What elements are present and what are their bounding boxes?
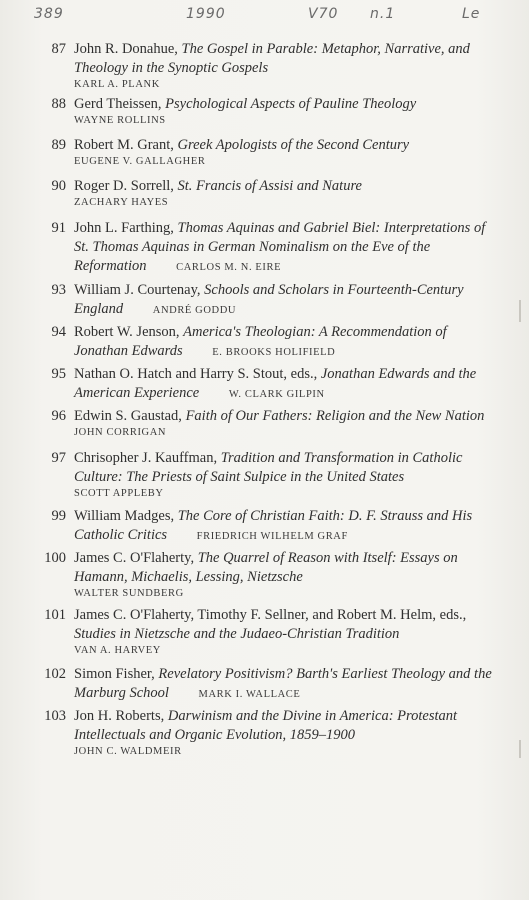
list-item: [0, 95, 529, 136]
entry-author: Simon Fisher,: [74, 666, 155, 682]
handwritten-code: 389: [34, 6, 64, 22]
entry-reviewer: CARLOS M. N. EIRE: [176, 262, 282, 273]
entry-number: 96: [51, 408, 66, 424]
entry-author: Roger D. Sorrell,: [74, 178, 174, 194]
entry-title: America's Theologian: A Recommendation of Jonathan Edwards: [74, 324, 447, 359]
list-item: [0, 606, 529, 665]
entry-reviewer: EUGENE V. GALLAGHER: [74, 156, 206, 167]
entry-citation: [74, 177, 502, 196]
entry-reviewer: W. CLARK GILPIN: [228, 389, 325, 400]
entry-number: 94: [51, 324, 66, 340]
list-item: [0, 449, 529, 507]
entry-reviewer: ZACHARY HAYES: [74, 197, 169, 208]
entry-citation: [74, 449, 502, 487]
entry-citation: [74, 707, 502, 745]
list-item: [0, 219, 529, 281]
list-item: [0, 407, 529, 449]
entry-number: 88: [51, 96, 66, 112]
handwritten-annotation: [0, 6, 529, 30]
entry-citation: [74, 606, 502, 644]
list-item: [0, 365, 529, 407]
entry-number: 103: [44, 708, 66, 724]
entry-title: Studies in Nietzsche and the Judaeo-Christian Tradition: [74, 626, 400, 642]
list-item: [0, 323, 529, 365]
entry-title: Jonathan Edwards and the American Experience: [74, 366, 477, 401]
entry-author: John R. Donahue,: [74, 41, 178, 57]
entry-number: 93: [51, 282, 66, 298]
entry-reviewer: JOHN C. WALDMEIR: [74, 746, 182, 757]
entry-author: James C. O'Flaherty,: [74, 550, 195, 566]
entry-title: Schools and Scholars in Fourteenth-Century England: [74, 282, 464, 317]
entry-reviewer: MARK I. WALLACE: [198, 689, 301, 700]
entry-number: 90: [51, 178, 66, 194]
entry-citation: [74, 407, 502, 426]
entry-citation: [74, 365, 502, 404]
entry-author: Nathan O. Hatch and Harry S. Stout, eds.,: [74, 366, 318, 382]
entry-reviewer: WAYNE ROLLINS: [74, 115, 166, 126]
entry-citation: [74, 665, 502, 704]
list-item: [0, 549, 529, 606]
list-item: [0, 507, 529, 549]
entry-title: The Gospel in Parable: Metaphor, Narrative, and Theology in the Synoptic Gospels: [74, 41, 470, 76]
entry-reviewer: JOHN CORRIGAN: [74, 427, 167, 438]
entry-number: 97: [51, 450, 66, 466]
entry-title: Greek Apologists of the Second Century: [177, 137, 410, 153]
entry-title: Faith of Our Fathers: Religion and the New Nation: [185, 408, 485, 424]
entry-citation: [74, 136, 502, 155]
entry-number: 91: [51, 220, 66, 236]
entry-author: Chrisopher J. Kauffman,: [74, 450, 218, 466]
entry-citation: [74, 323, 502, 362]
entry-reviewer: FRIEDRICH WILHELM GRAF: [196, 531, 348, 542]
entry-reviewer: SCOTT APPLEBY: [74, 488, 164, 499]
entry-author: Robert M. Grant,: [74, 137, 174, 153]
handwritten-number: n.1: [370, 6, 396, 22]
entry-number: 100: [44, 550, 66, 566]
entry-number: 102: [44, 666, 66, 682]
list-item: [0, 136, 529, 177]
entry-reviewer: E. BROOKS HOLIFIELD: [212, 347, 336, 358]
entry-reviewer: WALTER SUNDBERG: [74, 588, 184, 599]
entry-title: Revelatory Positivism? Barth's Earliest Theology and the Marburg School: [74, 666, 492, 701]
entry-reviewer: VAN A. HARVEY: [74, 645, 161, 656]
entry-citation: [74, 549, 502, 587]
entry-author: Edwin S. Gaustad,: [74, 408, 182, 424]
entry-citation: [74, 281, 502, 320]
entry-number: 89: [51, 137, 66, 153]
entry-citation: [74, 40, 502, 78]
list-item: [0, 281, 529, 323]
entry-author: John L. Farthing,: [74, 220, 174, 236]
handwritten-year: 1990: [186, 6, 226, 22]
entry-author: Gerd Theissen,: [74, 96, 162, 112]
entry-reviewer: KARL A. PLANK: [74, 79, 160, 90]
entry-author: William Madges,: [74, 508, 175, 524]
entry-title: Darwinism and the Divine in America: Protestant Intellectuals and Organic Evolution, 1859–1900: [74, 708, 458, 743]
entry-number: 99: [51, 508, 66, 524]
entry-number: 95: [51, 366, 66, 382]
entry-number: 101: [44, 607, 66, 623]
entry-title: The Core of Christian Faith: D. F. Strauss and His Catholic Critics: [74, 508, 473, 543]
list-item: [0, 177, 529, 219]
entry-reviewer: ANDRÉ GODDU: [152, 305, 237, 316]
entry-citation: [74, 507, 502, 546]
entry-title: The Quarrel of Reason with Itself: Essays on Hamann, Michaelis, Lessing, Nietzsche: [74, 550, 458, 585]
entry-citation: [74, 95, 502, 114]
list-item: [0, 665, 529, 707]
entry-citation: [74, 219, 502, 277]
entry-number: 87: [51, 41, 66, 57]
entry-title: Psychological Aspects of Pauline Theology: [165, 96, 417, 112]
entry-author: William J. Courtenay,: [74, 282, 201, 298]
entry-title: St. Francis of Assisi and Nature: [177, 178, 362, 194]
entries-list: [0, 40, 529, 765]
list-item: [0, 40, 529, 95]
handwritten-corner: Le: [462, 6, 481, 22]
entry-author: Robert W. Jenson,: [74, 324, 180, 340]
list-item: [0, 707, 529, 765]
entry-title: Tradition and Transformation in Catholic Culture: The Priests of Saint Sulpice in the United States: [74, 450, 463, 485]
entry-author: James C. O'Flaherty, Timothy F. Sellner, and Robert M. Helm, eds.,: [74, 607, 467, 623]
entry-title: Thomas Aquinas and Gabriel Biel: Interpretations of St. Thomas Aquinas in German Nominalism on the Eve of the Reformation: [74, 220, 486, 274]
handwritten-volume: V70: [308, 6, 339, 22]
entry-author: Jon H. Roberts,: [74, 708, 165, 724]
